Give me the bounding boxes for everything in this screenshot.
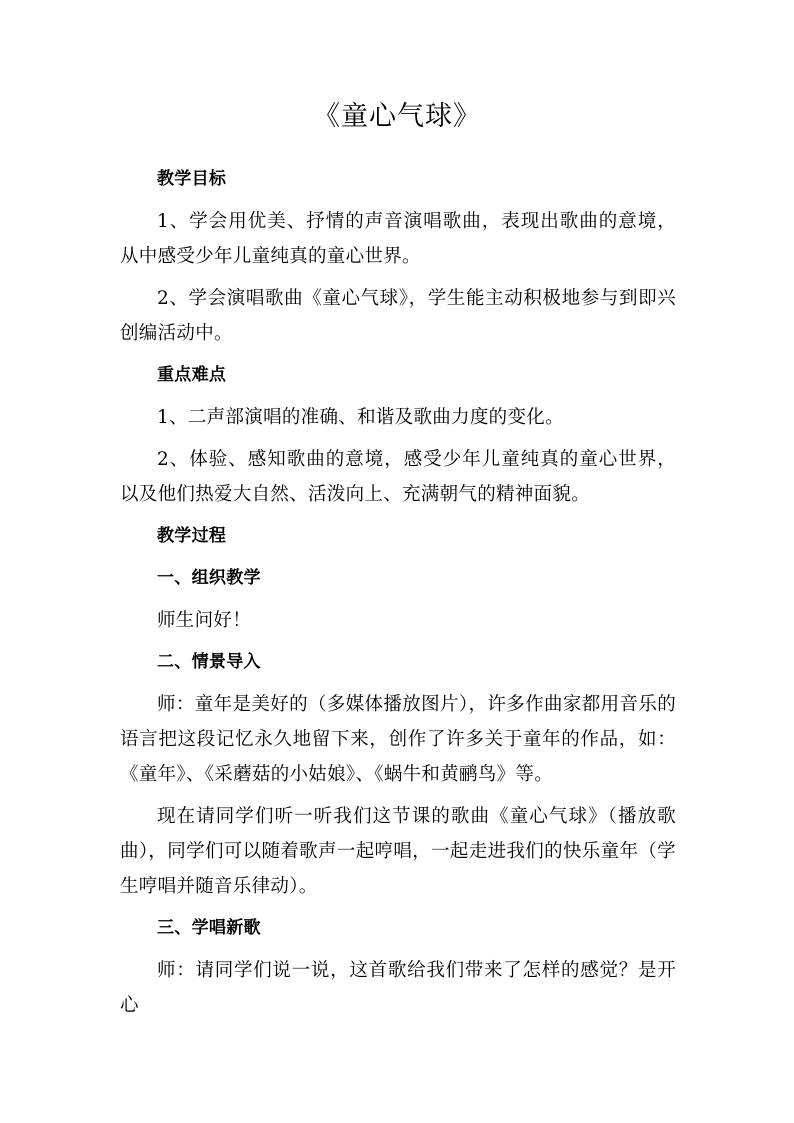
body-paragraph: 师：请同学们说一说，这首歌给我们带来了怎样的感觉？是开心 [120,960,676,1016]
body-paragraph: 师：童年是美好的（多媒体播放图片），许多作曲家都用音乐的语言把这段记忆永久地留下来，创作了许多关于童年的作品，如：《童年》、《采蘑菇的小姑娘》、《蜗牛和黄鹂鸟》等。 [120,694,676,785]
section-heading: 教学过程 [157,526,227,546]
body-paragraph: 现在请同学们听一听我们这节课的歌曲《童心气球》（播放歌曲），同学们可以随着歌声一起哼唱，一起走进我们的快乐童年（学生哼唱并随音乐律动）。 [120,806,676,897]
section-heading: 三、学唱新歌 [157,918,261,938]
body-paragraph: 1、二声部演唱的准确、和谐及歌曲力度的变化。 [157,407,564,428]
body-paragraph: 师生问好！ [157,610,252,631]
document-body [120,162,676,1030]
section-heading: 二、情景导入 [157,652,261,672]
section-heading: 一、组织教学 [157,568,261,588]
body-paragraph: 2、学会演唱歌曲《童心气球》，学生能主动积极地参与到即兴创编活动中。 [120,288,676,344]
body-paragraph: 2、体验、感知歌曲的意境，感受少年儿童纯真的童心世界，以及他们热爱大自然、活泼向上、充满朝气的精神面貌。 [120,449,676,505]
document-title: 《童心气球》 [313,101,481,132]
section-heading: 重点难点 [157,365,227,385]
section-heading: 教学目标 [157,169,227,189]
body-paragraph: 1、学会用优美、抒情的声音演唱歌曲，表现出歌曲的意境，从中感受少年儿童纯真的童心世界。 [120,211,676,267]
